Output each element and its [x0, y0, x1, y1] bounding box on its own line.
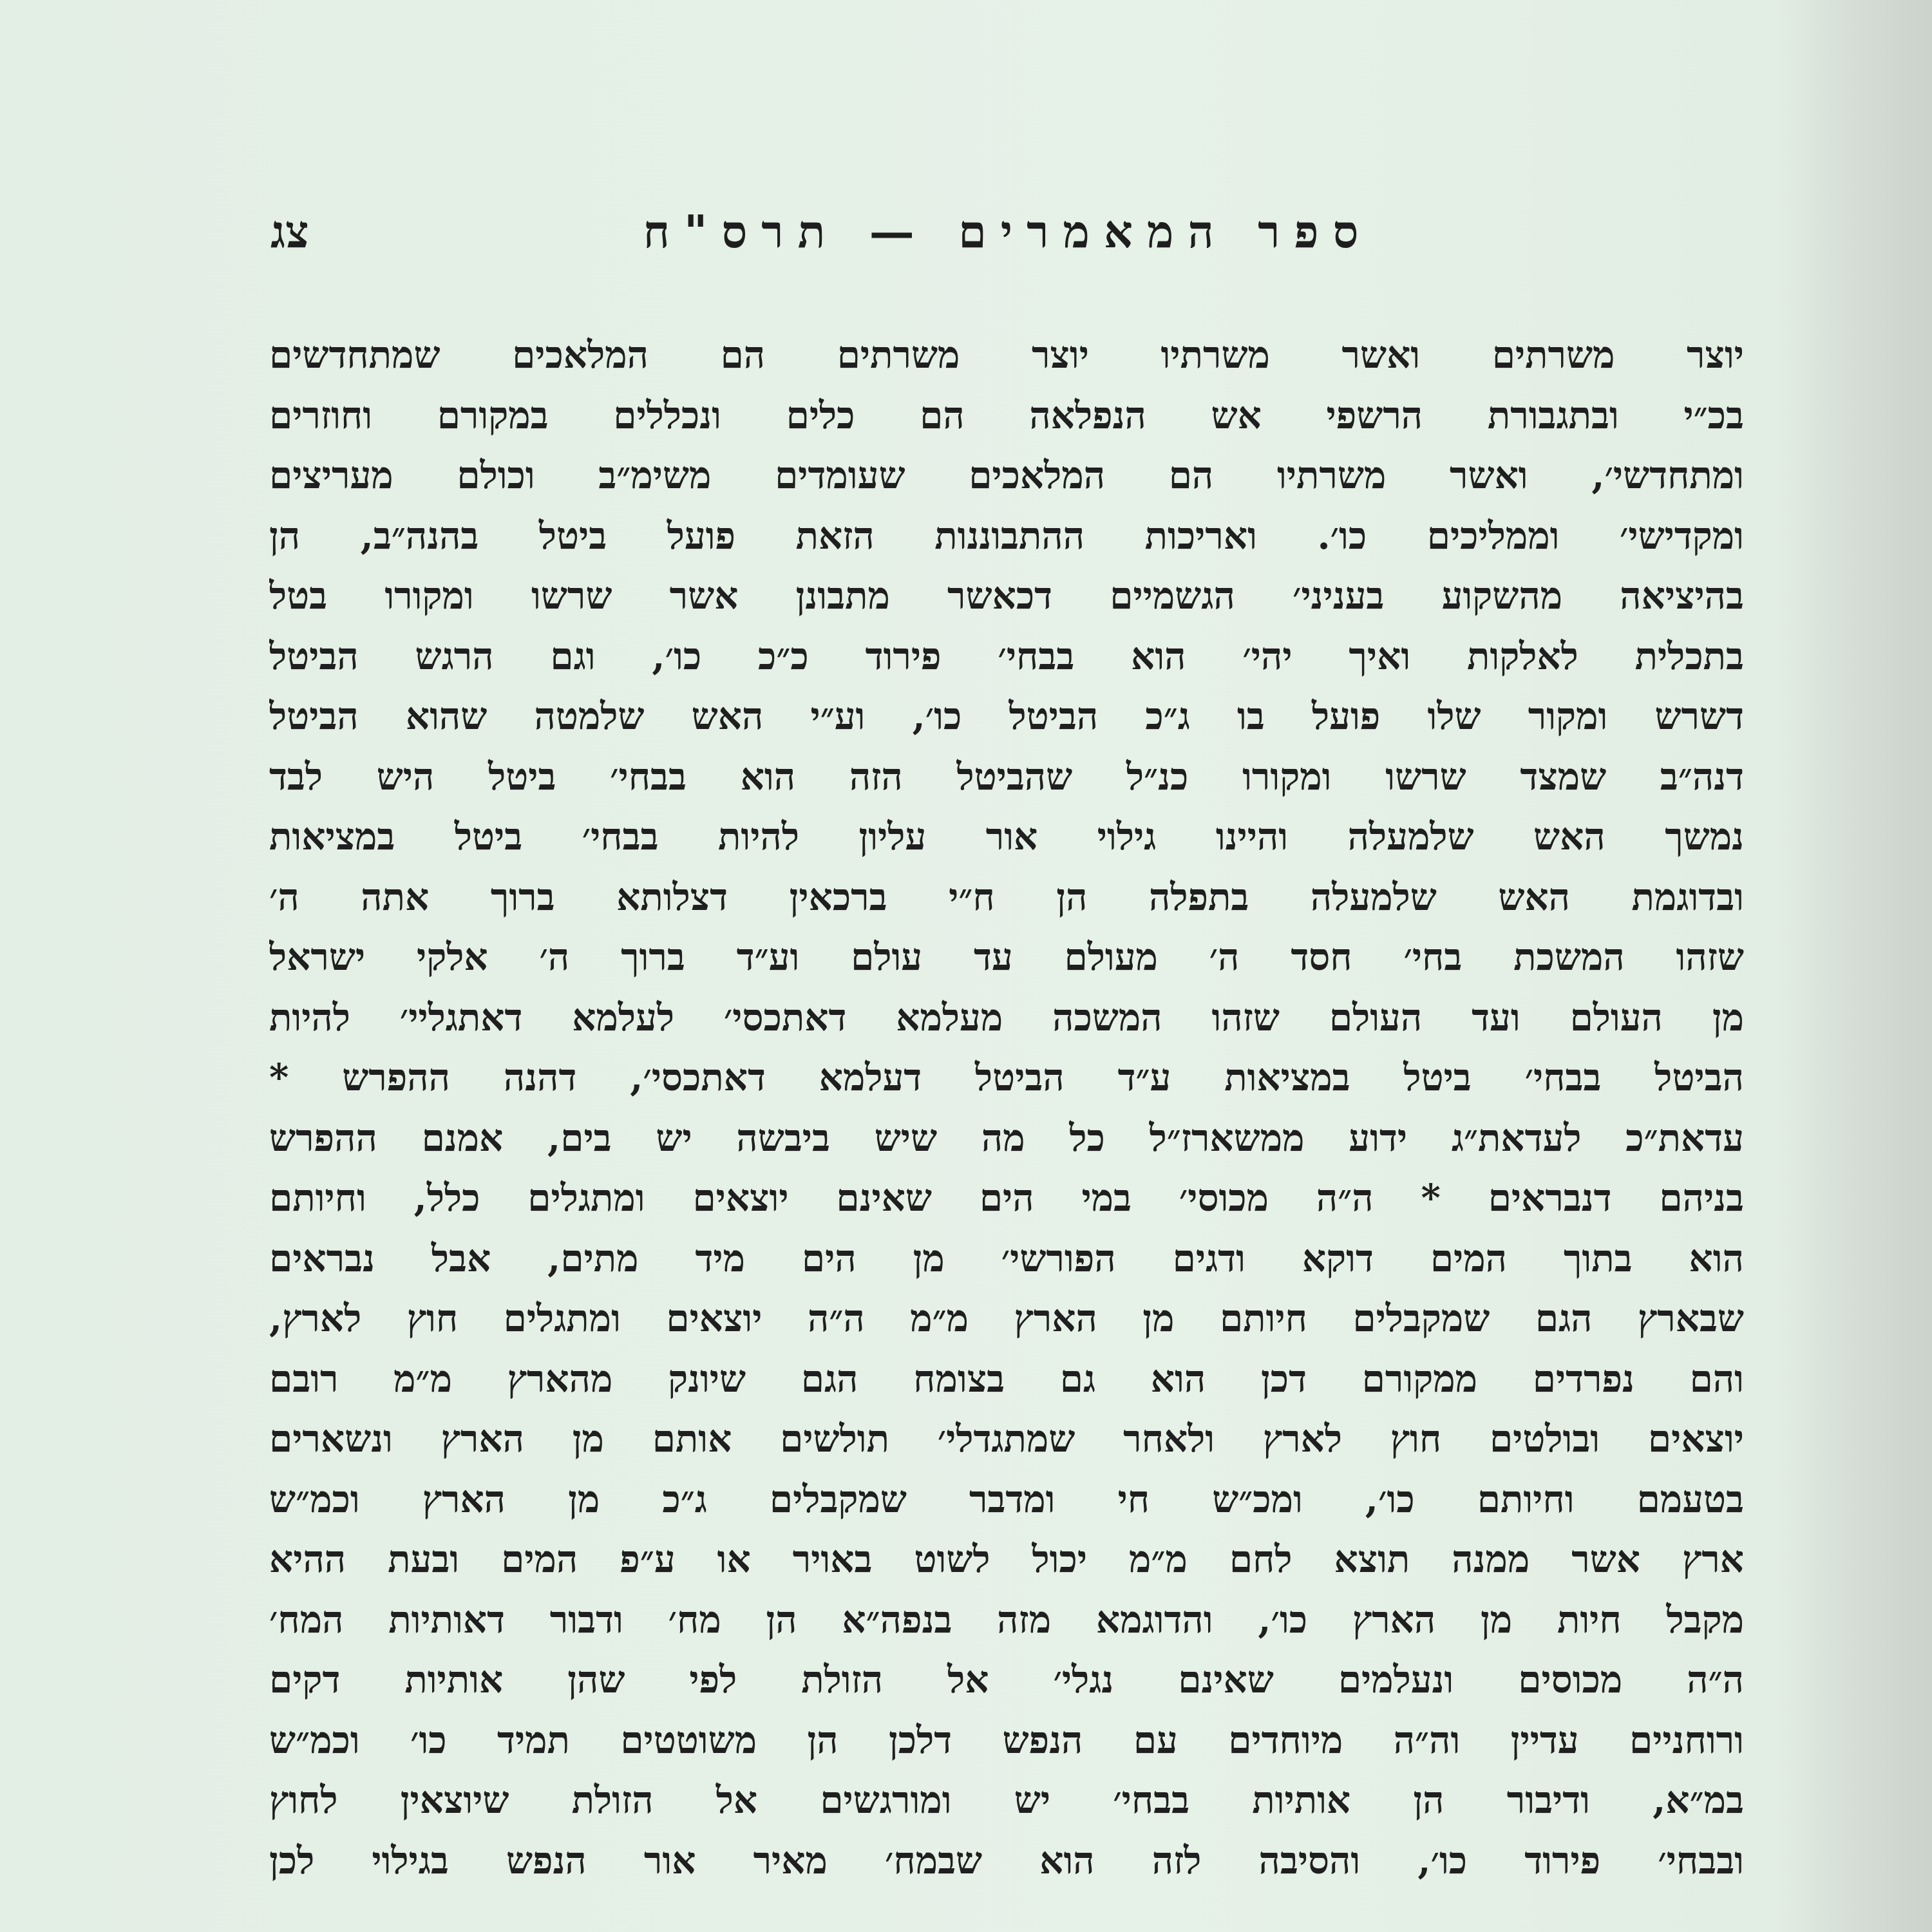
- text-line: דנה״ב שמצד שרשו ומקורו כנ״ל שהביטל הזה הוא בבחי׳ ביטל היש לבד: [269, 754, 1744, 799]
- text-line: מקבל חיות מן הארץ כו׳, והדוגמא מזה בנפה״א הן מח׳ ודבור דאותיות המח׳: [269, 1597, 1744, 1642]
- text-line: בתכלית לאלקות ואיך יהי׳ הוא בבחי׳ פירוד כ״כ כו׳, וגם הרגש הביטל: [269, 634, 1744, 678]
- text-line: בניהם דנבראים * ה״ה מכוסי׳ במי הים שאינם יוצאים ומתגלים כלל, וחיותם: [269, 1176, 1744, 1220]
- body-text: [269, 325, 1744, 1891]
- text-line: יוצר משרתים ואשר משרתיו יוצר משרתים הם המלאכים שמתחדשים: [269, 333, 1744, 377]
- text-line: ורוחניים עדיין וה״ה מיוחדים עם הנפש דלכן הן משוטטים תמיד כו׳ וכמ״ש: [269, 1718, 1744, 1762]
- text-line: מן העולם ועד העולם שזהו המשכה מעלמא דאתכסי׳ לעלמא דאתגליי׳ להיות: [269, 995, 1744, 1039]
- text-line: בטעמם וחיותם כו׳, ומכ״ש חי ומדבר שמקבלים ג״כ מן הארץ וכמ״ש: [269, 1477, 1744, 1521]
- text-line: ובבחי׳ פירוד כו׳, והסיבה לזה הוא שבמח׳ מאיר אור הנפש בגילוי לכן: [269, 1838, 1744, 1882]
- text-line: שזהו המשכת בחי׳ חסד ה׳ מעולם עד עולם וע״ד ברוך ה׳ אלקי ישראל: [269, 935, 1744, 979]
- text-line: ה״ה מכוסים ונעלמים שאינם נגלי׳ אל הזולת לפי שהן אותיות דקים: [269, 1658, 1744, 1701]
- text-line: נמשך האש שלמעלה והיינו גילוי אור עליון להיות בבחי׳ ביטל במציאות: [269, 815, 1744, 858]
- text-line: יוצאים ובולטים חוץ לארץ ולאחר שמתגדלי׳ תולשים אותם מן הארץ ונשארים: [269, 1417, 1744, 1461]
- text-line: ומקדישי׳ וממליכים כו׳. ואריכות ההתבוננות הזאת פועל ביטל בהנה״ב, הן: [269, 513, 1744, 558]
- text-line: במ״א, ודיבור הן אותיות בבחי׳ יש ומורגשים אל הזולת שיוצאין לחוץ: [269, 1778, 1744, 1822]
- text-line: עדאת״כ לעדאת״ג ידוע ממשארז״ל כל מה שיש ביבשה יש בים, אמנם ההפרש: [269, 1115, 1744, 1160]
- text-line: ומתחדשי׳, ואשר משרתיו הם המלאכים שעומדים משימ״ב וכולם מעריצים: [269, 453, 1744, 497]
- text-line: שבארץ הגם שמקבלים חיותם מן הארץ מ״מ ה״ה יוצאים ומתגלים חוץ לארץ,: [269, 1296, 1744, 1340]
- text-line: בכ״י ובתגבורת הרשפי אש הנפלאה הם כלים ונכללים במקורם וחוזרים: [269, 393, 1744, 437]
- text-line: דשרש ומקור שלו פועל בו ג״כ הביטל כו׳, וע״י האש שלמטה שהוא הביטל: [269, 694, 1744, 738]
- text-line: ארץ אשר ממנה תוצא לחם מ״מ יכול לשוט באויר או ע״פ המים ובעת ההיא: [269, 1537, 1744, 1581]
- running-title: ספר המאמרים — תרס"ח: [643, 205, 1373, 258]
- text-line: בהיציאה מהשקוע בעניני׳ הגשמיים דכאשר מתבונן אשר שרשו ומקורו בטל: [269, 574, 1744, 618]
- text-line: הוא בתוך המים דוקא ודגים הפורשי׳ מן הים מיד מתים, אבל נבראים: [269, 1236, 1744, 1280]
- page-header: [270, 205, 1745, 276]
- text-line: הביטל בבחי׳ ביטל במציאות ע״ד הביטל דעלמא דאתכסי׳, דהנה ההפרש *: [269, 1056, 1744, 1099]
- text-line: ובדוגמת האש שלמעלה בתפלה הן ח״י ברכאין דצלותא ברוך אתה ה׳: [269, 875, 1744, 919]
- page-number: צג: [270, 205, 309, 258]
- text-line: והם נפרדים ממקורם דכן הוא גם בצומח הגם שיונק מהארץ מ״מ רובם: [269, 1356, 1744, 1401]
